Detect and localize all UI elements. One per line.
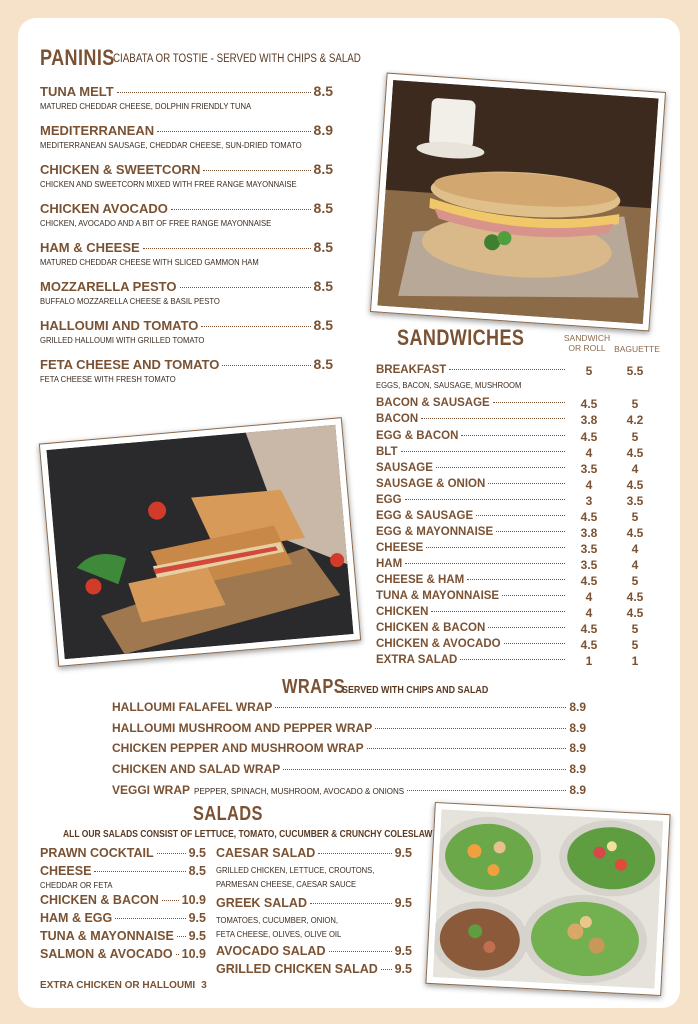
sandwich-item: [376, 430, 568, 442]
leader-dots: [504, 643, 565, 644]
sandwich-name: EXTRA SALAD: [376, 654, 458, 666]
salad-description: PARMESAN CHEESE, CAESAR SAUCE: [216, 879, 357, 889]
sandwich-item: [376, 364, 568, 376]
salad-description: TOMATOES, CUCUMBER, ONION,: [216, 915, 338, 925]
panini-price: 8.5: [313, 317, 333, 333]
salad-price: 9.5: [188, 929, 206, 943]
salad-name: AVOCADO SALAD: [216, 944, 326, 958]
sandwich-baguette-price: 5: [631, 638, 639, 652]
sandwich-baguette-price: 5: [631, 397, 639, 411]
panini-name: CHICKEN & SWEETCORN: [40, 162, 201, 177]
paninis-title: PANINIS: [40, 45, 115, 70]
panini-item: [40, 200, 333, 216]
wrap-item: [112, 700, 586, 714]
salad-item: [40, 893, 206, 907]
leader-dots: [426, 547, 565, 548]
salad-item: [40, 846, 206, 860]
salad-price: 9.5: [394, 846, 412, 860]
salad-name: SALMON & AVOCADO: [40, 947, 173, 961]
panini-name: MOZZARELLA PESTO: [40, 279, 177, 294]
leader-dots: [460, 659, 565, 660]
salad-name: CAESAR SALAD: [216, 846, 316, 860]
extra-price: 3: [201, 980, 207, 991]
salads-intro: ALL OUR SALADS CONSIST OF LETTUCE, TOMATO, CUCUMBER & CRUNCHY COLESLAW: [63, 829, 433, 840]
leader-dots: [461, 435, 565, 436]
salad-item: [216, 962, 412, 976]
panini-name: MEDITERRANEAN: [40, 123, 155, 138]
sandwich-roll-price: 3.5: [580, 462, 598, 476]
panini-name: CHICKEN AVOCADO: [40, 201, 168, 216]
leader-dots: [381, 969, 392, 970]
sandwich-item: [376, 606, 568, 618]
sandwich-name: BACON & SAUSAGE: [376, 397, 490, 409]
wrap-extra: PEPPER, SPINACH, MUSHROOM, AVOCADO & ONIONS: [194, 787, 405, 796]
sandwich-roll-price: 4.5: [580, 510, 598, 524]
sandwich-roll-price: 3.5: [580, 558, 598, 572]
wrap-name: CHICKEN PEPPER AND MUSHROOM WRAP: [112, 741, 364, 755]
leader-dots: [180, 287, 311, 288]
leader-dots: [405, 563, 565, 564]
wrap-item: [112, 783, 586, 797]
salad-item: [40, 947, 206, 961]
sandwich-name: BLT: [376, 446, 398, 458]
sandwich-item: [376, 526, 568, 538]
salads-title: SALADS: [193, 803, 263, 825]
salad-price: 10.9: [181, 893, 206, 907]
sandwich-baguette-price: 4.5: [626, 590, 644, 604]
sandwich-roll-price: 4: [585, 478, 593, 492]
salad-name: CHEESE: [40, 864, 92, 878]
salad-price: 9.5: [188, 911, 206, 925]
leader-dots: [203, 170, 310, 171]
leader-dots: [143, 248, 311, 249]
sandwich-baguette-price: 4: [631, 558, 639, 572]
salad-name: GREEK SALAD: [216, 896, 307, 910]
breakfast-desc: EGGS, BACON, SAUSAGE, MUSHROOM: [376, 380, 522, 390]
sandwich-name: TUNA & MAYONNAISE: [376, 590, 500, 602]
sandwich-baguette-price: 1: [631, 654, 639, 668]
sandwich-name: BREAKFAST: [376, 364, 447, 376]
sandwich-roll-price: 3.8: [580, 413, 598, 427]
sandwich-item: [376, 638, 568, 650]
wraps-title: WRAPS: [282, 676, 346, 698]
col-sandwich-label: SANDWICH: [563, 333, 611, 343]
sandwich-roll-price: 4.5: [580, 397, 598, 411]
salad-description: CHEDDAR OR FETA: [40, 880, 113, 890]
salad-item: [40, 864, 206, 878]
leader-dots: [157, 853, 186, 854]
col-baguette-header: BAGUETTE: [614, 344, 660, 354]
extra-chicken-row: [40, 980, 205, 991]
wrap-name: CHICKEN AND SALAD WRAP: [112, 762, 281, 776]
leader-dots: [115, 918, 185, 919]
wrap-price: 8.9: [569, 762, 586, 776]
salad-price: 10.9: [181, 947, 206, 961]
sandwich-name: EGG & BACON: [376, 430, 459, 442]
sandwich-item: [376, 494, 568, 506]
leader-dots: [94, 871, 185, 872]
leader-dots: [162, 900, 179, 901]
wrap-price: 8.9: [569, 741, 586, 755]
sandwich-name: EGG: [376, 494, 402, 506]
salad-price: 9.5: [394, 944, 412, 958]
leader-dots: [176, 954, 179, 955]
leader-dots: [488, 483, 565, 484]
sandwich-item: [376, 590, 568, 602]
sandwich-item: [376, 654, 568, 666]
panini-price: 8.9: [313, 122, 333, 138]
sandwich-baguette-price: 3.5: [626, 494, 644, 508]
panini-photo: [370, 73, 666, 332]
leader-dots: [488, 627, 565, 628]
sandwich-name: SAUSAGE & ONION: [376, 478, 486, 490]
col-roll-label: OR ROLL: [568, 343, 606, 353]
sandwich-item: [376, 413, 568, 425]
sandwich-baguette-price: 5: [631, 430, 639, 444]
sandwich-roll-price: 3.8: [580, 526, 598, 540]
salad-item: [216, 896, 412, 910]
sandwich-roll-price: 4.5: [580, 574, 598, 588]
sandwich-item: [376, 542, 568, 554]
sandwich-name: CHICKEN & AVOCADO: [376, 638, 501, 650]
salad-name: GRILLED CHICKEN SALAD: [216, 962, 378, 976]
leader-dots: [283, 769, 566, 770]
sandwich-roll-price: 5: [585, 364, 593, 378]
sandwich-item: [376, 446, 568, 458]
panini-item: [40, 83, 333, 99]
panini-description: MATURED CHEDDAR CHEESE, DOLPHIN FRIENDLY TUNA: [40, 101, 252, 111]
leader-dots: [502, 595, 565, 596]
wrap-item: [112, 721, 586, 735]
leader-dots: [275, 707, 566, 708]
leader-dots: [405, 499, 565, 500]
panini-price: 8.5: [313, 356, 333, 372]
sandwich-baguette-price: 5.5: [626, 364, 644, 378]
wrap-price: 8.9: [569, 783, 586, 797]
salad-price: 8.5: [188, 864, 206, 878]
salad-item: [40, 911, 206, 925]
panini-description: CHICKEN AND SWEETCORN MIXED WITH FREE RANGE MAYONNAISE: [40, 179, 297, 189]
leader-dots: [171, 209, 311, 210]
salad-photo: [425, 802, 670, 996]
panini-item: [40, 356, 333, 372]
sandwich-baguette-price: 5: [631, 510, 639, 524]
wraps-subtitle: SERVED WITH CHIPS AND SALAD: [342, 684, 489, 696]
wrap-name: VEGGI WRAP: [112, 783, 191, 797]
salad-description: FETA CHEESE, OLIVES, OLIVE OIL: [216, 929, 342, 939]
col-sandwich-header: [562, 333, 612, 353]
sandwich-name: CHICKEN: [376, 606, 429, 618]
leader-dots: [476, 515, 565, 516]
salad-name: HAM & EGG: [40, 911, 113, 925]
sandwich-photo: [39, 417, 361, 667]
sandwich-roll-price: 3.5: [580, 542, 598, 556]
panini-description: BUFFALO MOZZARELLA CHEESE & BASIL PESTO: [40, 296, 220, 306]
sandwich-item: [376, 558, 568, 570]
leader-dots: [201, 326, 310, 327]
sandwich-name: CHICKEN & BACON: [376, 622, 486, 634]
leader-dots: [177, 936, 186, 937]
panini-item: [40, 317, 333, 333]
wrap-item: [112, 762, 586, 776]
sandwich-baguette-price: 4.5: [626, 526, 644, 540]
leader-dots: [467, 579, 565, 580]
wrap-name: HALLOUMI FALAFEL WRAP: [112, 700, 273, 714]
sandwich-name: CHEESE: [376, 542, 424, 554]
leader-dots: [367, 748, 567, 749]
salad-name: TUNA & MAYONNAISE: [40, 929, 174, 943]
leader-dots: [329, 951, 392, 952]
panini-price: 8.5: [313, 161, 333, 177]
paninis-subtitle: CIABATA OR TOSTIE - SERVED WITH CHIPS & SALAD: [113, 53, 361, 65]
salad-item: [216, 846, 412, 860]
panini-price: 8.5: [313, 278, 333, 294]
salad-description: GRILLED CHICKEN, LETTUCE, CROUTONS,: [216, 865, 375, 875]
salad-price: 9.5: [394, 896, 412, 910]
leader-dots: [157, 131, 310, 132]
sandwich-name: EGG & SAUSAGE: [376, 510, 474, 522]
wrap-name: HALLOUMI MUSHROOM AND PEPPER WRAP: [112, 721, 373, 735]
leader-dots: [318, 853, 391, 854]
sandwich-baguette-price: 5: [631, 622, 639, 636]
leader-dots: [493, 402, 565, 403]
wrap-price: 8.9: [569, 721, 586, 735]
sandwich-baguette-price: 5: [631, 574, 639, 588]
sandwich-roll-price: 3: [585, 494, 593, 508]
panini-price: 8.5: [313, 200, 333, 216]
panini-name: FETA CHEESE AND TOMATO: [40, 357, 220, 372]
extra-label: EXTRA CHICKEN OR HALLOUMI: [40, 980, 196, 991]
sandwich-baguette-price: 4.5: [626, 606, 644, 620]
sandwich-roll-price: 1: [585, 654, 593, 668]
sandwich-baguette-price: 4.5: [626, 478, 644, 492]
sandwich-item: [376, 462, 568, 474]
sandwich-baguette-price: 4: [631, 462, 639, 476]
sandwich-item: [376, 510, 568, 522]
sandwich-item: [376, 574, 568, 586]
sandwich-baguette-price: 4.2: [626, 413, 644, 427]
sandwich-name: EGG & MAYONNAISE: [376, 526, 494, 538]
sandwich-name: CHEESE & HAM: [376, 574, 465, 586]
panini-description: MEDITERRANEAN SAUSAGE, CHEDDAR CHEESE, SUN-DRIED TOMATO: [40, 140, 302, 150]
leader-dots: [407, 790, 566, 791]
sandwich-baguette-price: 4: [631, 542, 639, 556]
wrap-price: 8.9: [569, 700, 586, 714]
panini-name: HAM & CHEESE: [40, 240, 140, 255]
salad-name: CHICKEN & BACON: [40, 893, 159, 907]
panini-description: MATURED CHEDDAR CHEESE WITH SLICED GAMMON HAM: [40, 257, 259, 267]
panini-description: GRILLED HALLOUMI WITH GRILLED TOMATO: [40, 335, 205, 345]
panini-description: CHICKEN, AVOCADO AND A BIT OF FREE RANGE MAYONNAISE: [40, 218, 272, 228]
wrap-item: [112, 741, 586, 755]
leader-dots: [401, 451, 565, 452]
sandwich-item: [376, 397, 568, 409]
salad-price: 9.5: [394, 962, 412, 976]
leader-dots: [117, 92, 311, 93]
sandwich-item: [376, 622, 568, 634]
leader-dots: [222, 365, 310, 366]
panini-item: [40, 278, 333, 294]
panini-price: 8.5: [313, 239, 333, 255]
sandwich-roll-price: 4.5: [580, 430, 598, 444]
panini-name: TUNA MELT: [40, 84, 114, 99]
salad-item: [216, 944, 412, 958]
panini-item: [40, 239, 333, 255]
leader-dots: [436, 467, 565, 468]
sandwiches-title: SANDWICHES: [397, 325, 525, 350]
leader-dots: [496, 531, 565, 532]
sandwich-roll-price: 4: [585, 446, 593, 460]
salad-name: PRAWN COCKTAIL: [40, 846, 154, 860]
sandwich-name: SAUSAGE: [376, 462, 433, 474]
sandwich-roll-price: 4.5: [580, 638, 598, 652]
panini-item: [40, 161, 333, 177]
leader-dots: [431, 611, 565, 612]
leader-dots: [421, 418, 565, 419]
sandwich-name: HAM: [376, 558, 403, 570]
leader-dots: [310, 903, 392, 904]
leader-dots: [449, 369, 565, 370]
sandwich-item: [376, 478, 568, 490]
salad-item: [40, 929, 206, 943]
panini-description: FETA CHEESE WITH FRESH TOMATO: [40, 374, 176, 384]
panini-price: 8.5: [313, 83, 333, 99]
sandwich-name: BACON: [376, 413, 419, 425]
sandwich-roll-price: 4: [585, 590, 593, 604]
panini-item: [40, 122, 333, 138]
panini-name: HALLOUMI AND TOMATO: [40, 318, 199, 333]
leader-dots: [375, 728, 566, 729]
salad-price: 9.5: [188, 846, 206, 860]
sandwich-roll-price: 4: [585, 606, 593, 620]
sandwich-baguette-price: 4.5: [626, 446, 644, 460]
sandwich-roll-price: 4.5: [580, 622, 598, 636]
